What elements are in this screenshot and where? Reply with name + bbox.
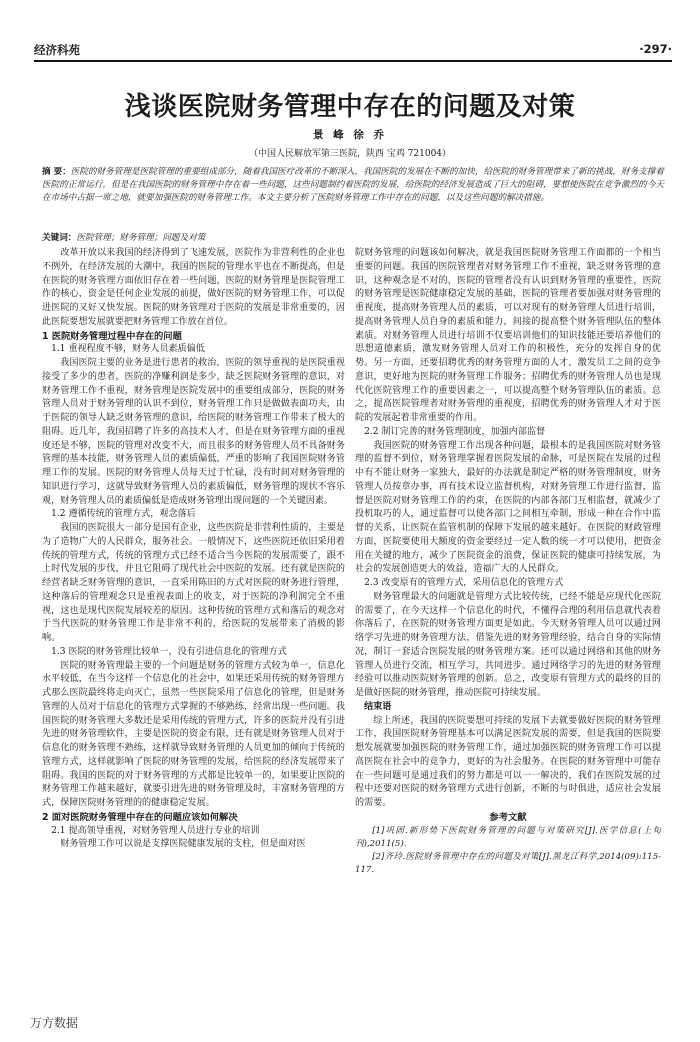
right-column (355, 247, 661, 967)
section-2-3-paragraph: 财务管理最大的问题就是管理方式比较传统，已经不能是应现代化医院的需要了，在今天这样一个信息化的时代，不懂得合理的利用信息就代表着你落后了，在医院的财务管理方面更是如此。今天财务管理人员可以通过网络学习先进的财务管理方法，借鉴先进的财务管理经验，结合自身的实际情况，制订一套适合医院发展的财务管理方案。还可以通过网络和其他的财务管理人员进行交流，相互学习，共同进步。通过网络学习的先进的财务管理经验可以推动医院财务管理的创新。总之，改变原有管理方式的最终的目的是做好医院的财务管理，推动医院可持续发展。 (355, 591, 661, 698)
journal-name: 经济科苑 (34, 43, 80, 57)
abstract (42, 166, 664, 205)
watermark-footer: 万方数据 (30, 1016, 79, 1030)
section-2-2-heading: 2.2 制订完善的财务管理制度，加强内部监督 (364, 426, 546, 437)
running-header (34, 36, 672, 56)
section-2-1-paragraph: 财务管理工作可以说是支撑医院健康发展的支柱，但是面对医 (60, 839, 306, 850)
keywords (42, 231, 664, 243)
affiliation: （中国人民解放军第三医院，陕西 宝鸡 721004） (248, 149, 452, 159)
section-2-3-heading: 2.3 改变原有的管理方式，采用信息化的管理方式 (364, 578, 564, 588)
article-title: 浅谈医院财务管理中存在的问题及对策 (124, 92, 576, 122)
reference-2: [2]齐玲.医院财务管理中存在的问题及对策[J].黑龙江科学,2014(09):115-117. (355, 851, 661, 875)
section-1-2-heading: 1.2 遵循传统的管理方式，观念落后 (51, 509, 196, 520)
keywords-label: 关键词： (42, 233, 77, 243)
page-number: ·297· (639, 42, 672, 56)
authors: 景 峰 徐 乔 (313, 129, 387, 141)
section-1-1-paragraph: 我国医院主要的业务是进行患者的救治，医院的领导重视的是医院重视接受了多少的患者，医院的净赚利润是多少，缺乏医院财务管理的意识，对财务管理工作不重视，财务管理是医院发展中的重要组成部分，医院的财务管理人员对于财务管理的认识不到位，财务管理工作只是做做表面功夫，由于医院的领导人缺乏财务管理的意识，给医院的财务管理工作带来了极大的阻碍。近几年，我国招聘了许多的高技术人才，但是在财务管理方面的重视度还是不够，医院的管理对改变不大，而且很多的财务管理人员不具备财务管理的基本技能，财务管理人员的素质偏低，严重的影响了我国医院财务管理工作的发展。医院的财务管理人员每天过于忙碌，没有时间对财务管理的知识进行学习，这就导致财务管理人员的素质偏低，财务管理的现状不容乐观，财务管理人员的素质偏低是造成财务管理出现问题的一个关键因素。 (42, 358, 345, 506)
section-2-1-continued: 院财务管理的问题该如何解决，就是我国医院财务管理工作面都的一个相当重要的问题。我国的医院管理者对财务管理工作不重视，缺乏财务管理的意识，这种观念是不对的，医院的管理者没有认识到财务管理的重要性，医院的财务管理是医院健康稳定发展的基础，医院的管理者要加强对财务管理的重视度，提高财务管理人员的素质，可以对现有的财务管理人员进行培训，提高财务管理人员自身的素质和能力，间接的提高整个财务管理队伍的整体素质。对财务管理人员进行培训不仅要培训他们的知识技能还要培养他们的思想道德素质，激发财务管理人员对工作的积极性，充分的发挥自身的优势。另一方面，还要招聘优秀的财务管理方面的人才，激发员工之间的竞争意识，更好地为医院的财务管理工作服务；招聘优秀的财务管理人员也是现代化医院管理工作的重要因素之一，可以提高整个财务管理队伍的素质。总之，提高医院管理者对财务管理的重视度，招聘优秀的财务管理人才对于医院的发展起着非常重要的作用。 (355, 248, 661, 423)
intro-paragraph: 改革开放以来我国的经济得到了飞速发展，医院作为非营利性的企业也不例外，在经济发展的大潮中，我国的医院的管理水平也在不断提高，但是在医院的财务管理方面依旧存在着一些问题，医院的财务管理是医院管理工作的核心，资金是任何企业发展的前提，做好医院的财务管理工作，可以促进医院的又好又快发展。医院的财务管理对于医院的发展是非常重要的，因此医院要想发展就要把财务管理工作放在首位。 (42, 248, 345, 327)
references-heading: 参考文献 (489, 811, 527, 823)
section-1-1-heading: 1.1 重视程度不够，财务人员素质偏低 (51, 344, 205, 355)
conclusion-paragraph: 综上所述，我国的医院要想可持续的发展下去就要做好医院的财务管理工作，我国医院财务管理基本可以满足医院发展的需要，但是我国的医院要想发展就要加强医院的财务管理工作，通过加强医院的财务管理工作可以提高医院在社会中的竞争力，更好的为社会服务。在医院的财务管理中可能存在一些问题可是通过我们的努力都是可以一一解决的，我们在医院发展的过程中还要对医院的财务管理方式进行创新，不断的与时俱进，适应社会发展的需要。 (355, 715, 661, 808)
conclusion-heading: 结束语 (364, 701, 392, 712)
section-1-2-paragraph: 我国的医院很大一部分是国有企业，这些医院是非营利性质的，主要是为了造物广大的人民群众，服务社会。一般情况下，这些医院还依旧采用着传统的管理方式，传统的管理方式已经不适合当今医院的发展需要了，跟不上时代发展的步伐，并且它阻碍了现代社会中医院的发展。还有就是医院的经营者缺乏财务管理的意识，一直采用陈旧的方式对医院的财务进行管理，这种落后的管理观念只是重视表面上的收支，对于医院的净利润完全不重视，这也是现代医院发展较差的原因。这种传统的管理方式和落后的观念对于当代医院的财务管理工作是非常不利的，给医院的发展带来了消极的影响。 (42, 523, 345, 643)
section-1-3-paragraph: 医院的财务管理最主要的一个问题是财务的管理方式较为单一，信息化水平较低，在当今这样一个信息化的社会中，如果还采用传统的财务管理方式那么医院最终将走向灭亡，虽然一些医院采用了信息化的管理，但是财务管理的人员对于信息化的管理方式掌握的不够熟练，经常出现一些问题。我国医院的财务管理大多数还是采用传统的管理方式，许多的医院并没有引进先进的财务管理软件，主要是医院的资金有限，还有就是财务管理人员对于信息化的财务管理不熟练，这样就导致财务管理的人员更加的倾向于传统的管理方式，这样就影响了医院的财务管理的发展，给医院的经济发展带来了阻碍。我国的医院的对于财务管理的方式都是比较单一的，如果要让医院的财务管理工作越来越好，就要引进先进的财务管理及时，丰富财务管理的方式，保障医院财务管理的的健康稳定发展。 (42, 660, 345, 808)
section-1-heading: 1 医院财务管理过程中存在的问题 (42, 330, 182, 342)
abstract-text: 医院的财务管理是医院管理的重要组成部分，随着我国医疗改革的不断深入，我国医院的发展在不断的加快，给医院的财务管理带来了新的挑战，财务支撑着医院的正常运行，但是在我国医院的财务管理中存在着一些问题，这些问题制约着医院的发展，给医院的经济发展造成了巨大的阻碍，要想使医院在竞争激烈的今天在市场中占据一席之地，就要加强医院的财务管理工作。本文主要分析了医院财务管理工作中存在的问题，以及这些问题的解决措施。 (42, 167, 664, 203)
left-column (42, 247, 345, 967)
section-1-3-heading: 1.3 医院的财务管理比较单一，没有引进信息化的管理方式 (51, 646, 287, 657)
section-2-1-heading: 2.1 提高领导重视，对财务管理人员进行专业的培训 (51, 825, 260, 836)
section-2-2-paragraph: 我国医院的财务管理工作出现各种问题，最根本的是我国医院对财务管理的监督不到位，财务管理掌握着医院发展的命脉，可是医院在发展的过程中有不能让财务一家独大，最好的办法就是制定严格的财务管理制度，财务管理人员按章办事，再有技术设立监督机构，对财务管理工作进行监督，监督是医院对财务管理工作的约束，在医院的内部各部门互相监督，就减少了投机取巧的人，通过监督可以使各部门之间相互牵制，形成一种在合作中监督的关系，让医院在监管机制的保障下发展的越来越好。在医院的财政管理方面，医院要使用大额度的资金要经过一定人数的统一才可以使用，把资金用在关键的地方，减少了医院资金的浪费，保证医院的健康可持续发展，为社会的发展创造更大的效益，造福广大的人民群众。 (355, 440, 661, 575)
abstract-label: 摘 要： (42, 167, 71, 177)
header-rule (34, 60, 672, 62)
keywords-text: 医院管理；财务管理；问题及对策 (76, 233, 206, 243)
section-2-heading: 2 面对医院财务管理中存在的问题应该如何解决 (42, 811, 238, 823)
reference-1: [1]巩固.新形势下医院财务管理的问题与对策研究[J].医学信息(上旬刊),2011(5). (355, 825, 661, 849)
